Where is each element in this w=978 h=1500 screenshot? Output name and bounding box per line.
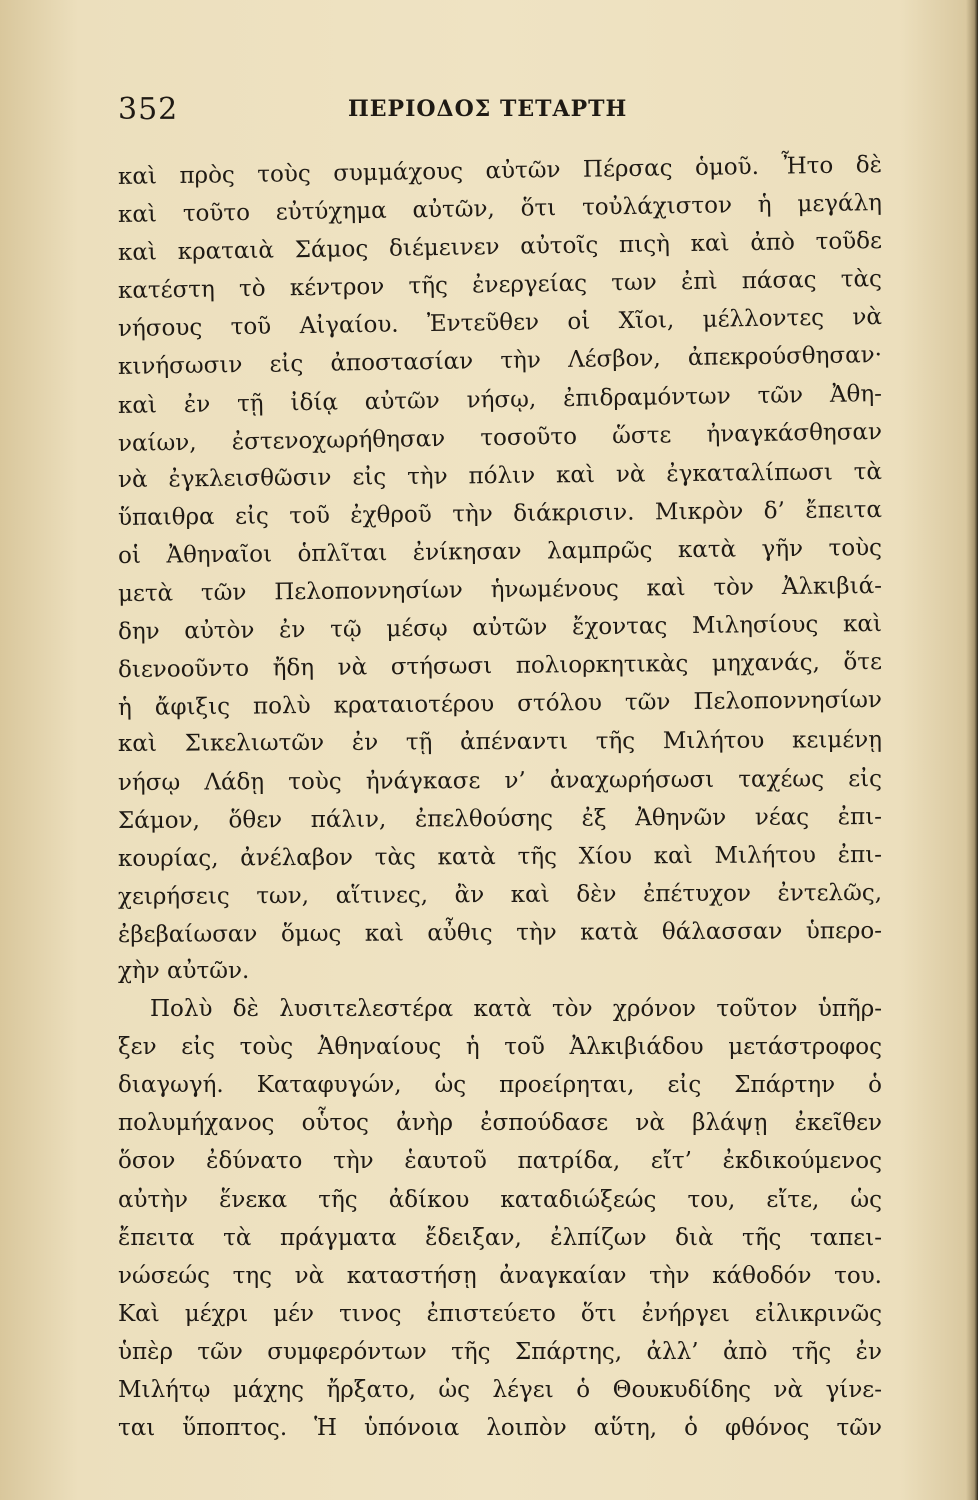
text-line: ξεν εἰς τοὺς Ἀθηναίους ἡ τοῦ Ἀλκιβιάδου μετάστροφος (118, 1034, 882, 1061)
text-line: κινήσωσιν εἰς ἀποστασίαν τὴν Λέσβον, ἀπεκρούσθησαν· (117, 342, 883, 381)
text-line: μετὰ τῶν Πελοποννησίων ἡνωμένους καὶ τὸν Ἀλκιβιά- (117, 573, 883, 608)
text-line: διενοοῦντο ἤδη νὰ στήσωσι πολιορκητικὰς μηχανάς, ὅτε (117, 649, 883, 684)
text-line: Καὶ μέχρι μέν τινος ἐπιστεύετο ὅτι ἐνήργει εἰλικρινῶς (118, 1300, 882, 1327)
text-line: χειρήσεις των, αἵτινες, ἂν καὶ δὲν ἐπέτυχον ἐντελῶς, (117, 879, 883, 910)
text-line: ναίων, ἐστενοχωρήθησαν τοσοῦτο ὥστε ἠναγκάσθησαν (117, 418, 883, 457)
text-line: Μιλήτῳ μάχης ἤρξατο, ὡς λέγει ὁ Θουκυδίδης νὰ γίνε- (118, 1377, 882, 1403)
text-line: ὕπαιθρα εἰς τοῦ ἐχθροῦ τὴν διάκρισιν. Μικρὸν δ’ ἔπειτα (117, 496, 883, 531)
text-line: Πολὺ δὲ λυσιτελεστέρα κατὰ τὸν χρόνον τοῦτον ὑπῆρ- (150, 996, 882, 1023)
text-line: κατέστη τὸ κέντρον τῆς ἐνεργείας των ἐπὶ πάσας τὰς (117, 266, 883, 305)
text-line: ὅσον ἐδύνατο τὴν ἑαυτοῦ πατρίδα, εἴτ’ ἐκδικούμενος (118, 1148, 882, 1175)
page-edge-shadow (966, 0, 978, 1500)
running-title: ΠΕΡΙΟΔΟΣ ΤΕΤΑΡΤΗ (348, 96, 628, 122)
text-line: νήσους τοῦ Αἰγαίου. Ἐντεῦθεν οἱ Χῖοι, μέλλοντες νὰ (117, 304, 883, 343)
text-line: νήσῳ Λάδῃ τοὺς ἠνάγκασε ν’ ἀναχωρήσωσι ταχέως εἰς (117, 765, 883, 796)
page-number: 352 (118, 92, 179, 127)
text-line: καὶ κραταιὰ Σάμος διέμεινεν αὐτοῖς πιςὴ καὶ ἀπὸ τοῦδε (117, 228, 883, 267)
text-line: Σάμον, ὅθεν πάλιν, ἐπελθούσης ἐξ Ἀθηνῶν νέας ἐπι- (117, 803, 883, 834)
paragraph-2 (118, 990, 882, 1447)
text-line: δην αὐτὸν ἐν τῷ μέσῳ αὐτῶν ἔχοντας Μιλησίους καὶ (117, 611, 883, 646)
body-text (118, 152, 882, 1447)
text-line: νώσεώς της νὰ καταστήσῃ ἀναγκαίαν τὴν κάθοδόν του. (118, 1262, 882, 1289)
text-line: οἱ Ἀθηναῖοι ὁπλῖται ἐνίκησαν λαμπρῶς κατὰ γῆν τοὺς (117, 534, 883, 569)
text-line: αὐτὴν ἕνεκα τῆς ἀδίκου καταδιώξεώς του, εἴτε, ὡς (118, 1186, 882, 1213)
text-line: καὶ ἐν τῇ ἰδίᾳ αὐτῶν νήσῳ, ἐπιδραμόντων τῶν Ἀθη- (117, 380, 883, 419)
text-line: καὶ τοῦτο εὐτύχημα αὐτῶν, ὅτι τοὐλάχιστον ἡ μεγάλη (117, 190, 883, 229)
text-line: κουρίας, ἀνέλαβον τὰς κατὰ τῆς Χίου καὶ Μιλήτου ἐπι- (117, 841, 883, 872)
text-line: ἔπειτα τὰ πράγματα ἔδειξαν, ἐλπίζων διὰ τῆς ταπει- (118, 1224, 882, 1251)
text-line: ἡ ἄφιξις πολὺ κραταιοτέρου στόλου τῶν Πελοποννησίων (117, 687, 883, 722)
text-line: χὴν αὐτῶν. (118, 957, 250, 984)
text-line: ὑπὲρ τῶν συμφερόντων τῆς Σπάρτης, ἀλλ’ ἀπὸ τῆς ἐν (118, 1338, 882, 1365)
text-line: διαγωγή. Καταφυγών, ὡς προείρηται, εἰς Σπάρτην ὁ (118, 1072, 882, 1099)
text-line: πολυμήχανος οὗτος ἀνὴρ ἐσπούδασε νὰ βλάψῃ ἐκεῖθεν (118, 1110, 882, 1137)
text-line: ἐβεβαίωσαν ὅμως καὶ αὖθις τὴν κατὰ θάλασσαν ὑπερο- (117, 917, 883, 948)
text-line: καὶ πρὸς τοὺς συμμάχους αὐτῶν Πέρσας ὁμοῦ. Ἦτο δὲ (117, 152, 883, 190)
page-header (118, 92, 878, 132)
text-line: νὰ ἐγκλεισθῶσιν εἰς τὴν πόλιν καὶ νὰ ἐγκαταλίπωσι τὰ (117, 458, 883, 493)
text-line: καὶ Σικελιωτῶν ἐν τῇ ἀπέναντι τῆς Μιλήτου κειμένῃ (117, 727, 883, 758)
text-line: ται ὕποπτος. Ἡ ὑπόνοια λοιπὸν αὕτη, ὁ φθόνος τῶν (118, 1415, 882, 1442)
paragraph-1 (118, 152, 882, 990)
